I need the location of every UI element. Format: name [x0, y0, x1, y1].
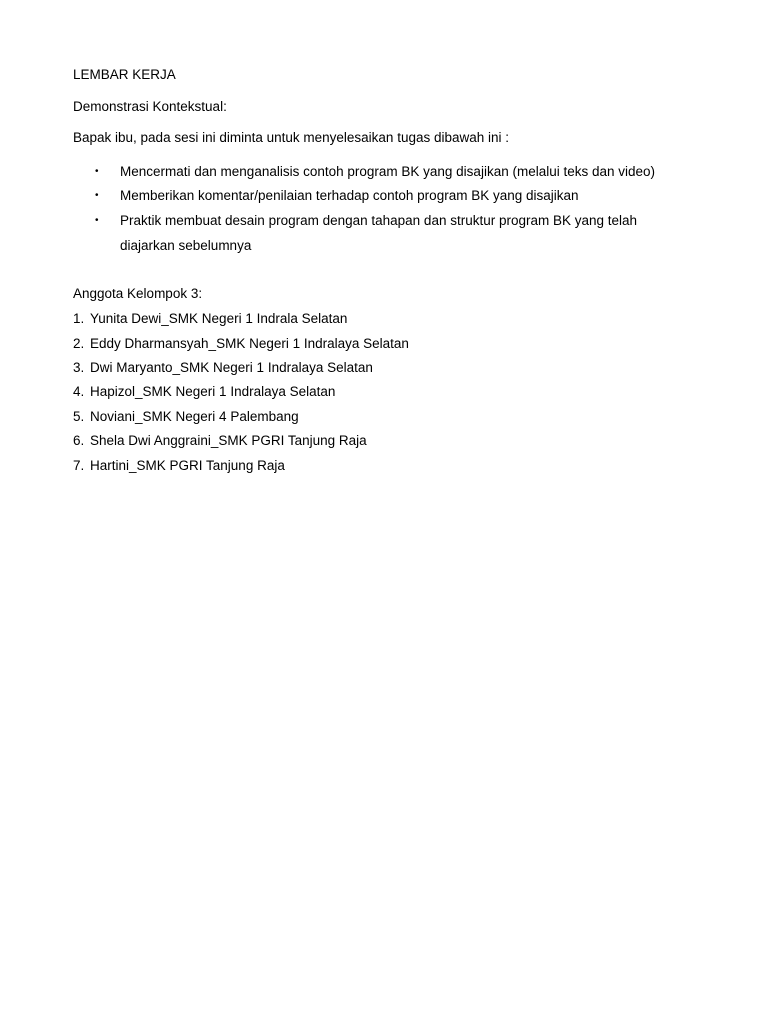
task-text: Mencermati dan menganalisis contoh program BK yang disajikan (melalui teks dan video)	[120, 164, 656, 179]
list-item	[73, 432, 367, 450]
task-text: Memberikan komentar/penilaian terhadap contoh program BK yang disajikan	[120, 188, 579, 203]
list-item	[73, 408, 299, 426]
list-item	[73, 383, 335, 401]
instructions-intro: Bapak ibu, pada sesi ini diminta untuk menyelesaikan tugas dibawah ini :	[73, 130, 510, 145]
list-number: 2.	[73, 336, 85, 351]
list-number: 3.	[73, 360, 85, 375]
list-number: 1.	[73, 311, 85, 326]
list-item	[73, 310, 347, 328]
bullet-icon: •	[95, 215, 99, 226]
bullet-icon: •	[95, 166, 99, 177]
list-number: 5.	[73, 409, 85, 424]
member-name: Noviani_SMK Negeri 4 Palembang	[90, 409, 299, 424]
bullet-icon: •	[95, 190, 99, 201]
group-members-title: Anggota Kelompok 3:	[73, 286, 203, 301]
task-item	[95, 163, 655, 181]
list-item	[73, 335, 409, 353]
worksheet-subheading: Demonstrasi Kontekstual:	[73, 99, 227, 114]
member-name: Shela Dwi Anggraini_SMK PGRI Tanjung Raja	[90, 433, 367, 448]
member-name: Dwi Maryanto_SMK Negeri 1 Indralaya Selatan	[90, 360, 373, 375]
list-number: 7.	[73, 458, 85, 473]
list-item	[73, 457, 285, 475]
task-item	[95, 212, 637, 230]
task-text: Praktik membuat desain program dengan tahapan dan struktur program BK yang telah	[120, 213, 638, 228]
member-name: Eddy Dharmansyah_SMK Negeri 1 Indralaya Selatan	[90, 336, 409, 351]
list-item	[73, 359, 373, 377]
member-name: Hartini_SMK PGRI Tanjung Raja	[90, 458, 285, 473]
task-text-continuation: diajarkan sebelumnya	[120, 238, 252, 253]
task-item	[95, 187, 579, 205]
worksheet-heading: LEMBAR KERJA	[73, 67, 176, 82]
member-name: Yunita Dewi_SMK Negeri 1 Indrala Selatan	[90, 311, 348, 326]
list-number: 6.	[73, 433, 85, 448]
list-number: 4.	[73, 384, 85, 399]
member-name: Hapizol_SMK Negeri 1 Indralaya Selatan	[90, 384, 336, 399]
